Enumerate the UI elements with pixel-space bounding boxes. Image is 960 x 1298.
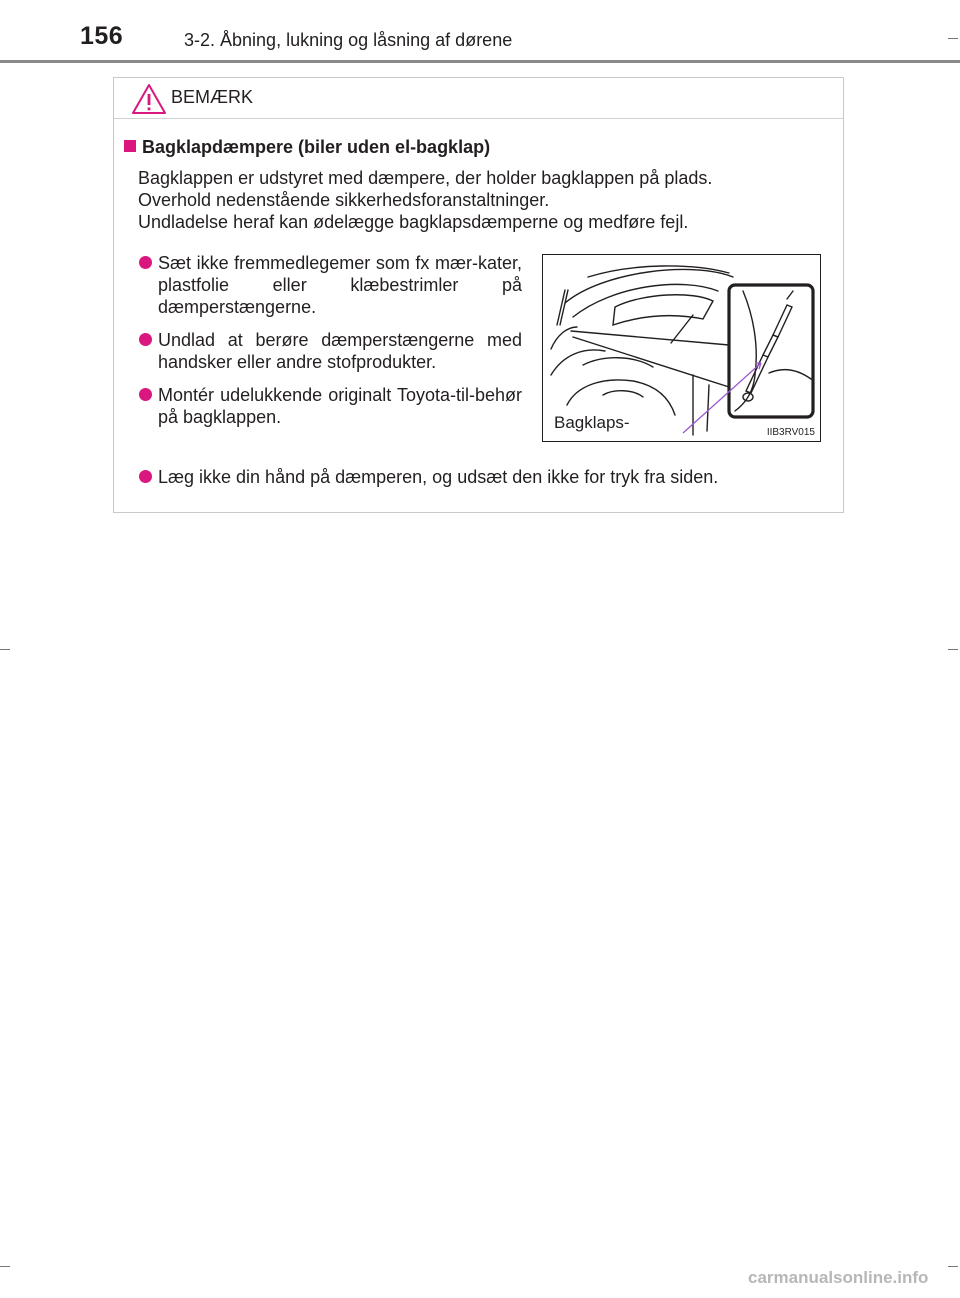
intro-line: Overhold nedenstående sikkerhedsforanstaltninger. (138, 190, 550, 210)
list-item-text: Montér udelukkende originalt Toyota-til-behør på bagklappen. (158, 385, 522, 427)
notice-label: BEMÆRK (171, 87, 254, 107)
circle-bullet-icon (139, 256, 152, 269)
page-header (0, 0, 960, 66)
warning-triangle-icon (131, 83, 167, 115)
list-item-text: Undlad at berøre dæmperstængerne med handsker eller andre stofprodukter. (158, 330, 522, 372)
crop-mark (948, 649, 958, 650)
list-item-text: Sæt ikke fremmedlegemer som fx mær-kater, plastfolie eller klæbestrimler på dæmperstængerne. (158, 253, 522, 317)
list-item (138, 384, 522, 428)
circle-bullet-icon (139, 333, 152, 346)
subheading (124, 137, 490, 158)
crop-mark (948, 1266, 958, 1267)
watermark: carmanualsonline.info (748, 1268, 929, 1287)
intro-line: Bagklappen er udstyret med dæmpere, der holder bagklappen på plads. (138, 168, 713, 188)
subheading-text: Bagklapdæmpere (biler uden el-bagklap) (142, 137, 491, 157)
header-rule (0, 60, 960, 63)
list-item (138, 329, 522, 373)
list-item (138, 252, 522, 318)
crop-mark (948, 38, 958, 39)
intro-paragraph (138, 167, 712, 233)
circle-bullet-icon (139, 388, 152, 401)
section-title: 3-2. Åbning, lukning og låsning af dørene (184, 30, 513, 50)
list-item-text: Læg ikke din hånd på dæmperen, og udsæt den ikke for tryk fra siden. (158, 467, 719, 487)
illustration-label: Bagklaps- (554, 413, 630, 432)
square-bullet-icon (124, 140, 136, 152)
tailgate-damper-illustration (542, 254, 821, 442)
circle-bullet-icon (139, 470, 152, 483)
list-item (138, 466, 858, 488)
crop-mark (0, 1266, 10, 1267)
crop-mark (0, 649, 10, 650)
page-number: 156 (80, 22, 124, 50)
illustration-code: IIB3RV015 (766, 427, 815, 438)
intro-line: Undladelse heraf kan ødelægge bagklapsdæmperne og medføre fejl. (138, 212, 689, 232)
notice-box (113, 77, 844, 513)
notice-header (114, 78, 843, 119)
bullet-list (138, 252, 522, 439)
